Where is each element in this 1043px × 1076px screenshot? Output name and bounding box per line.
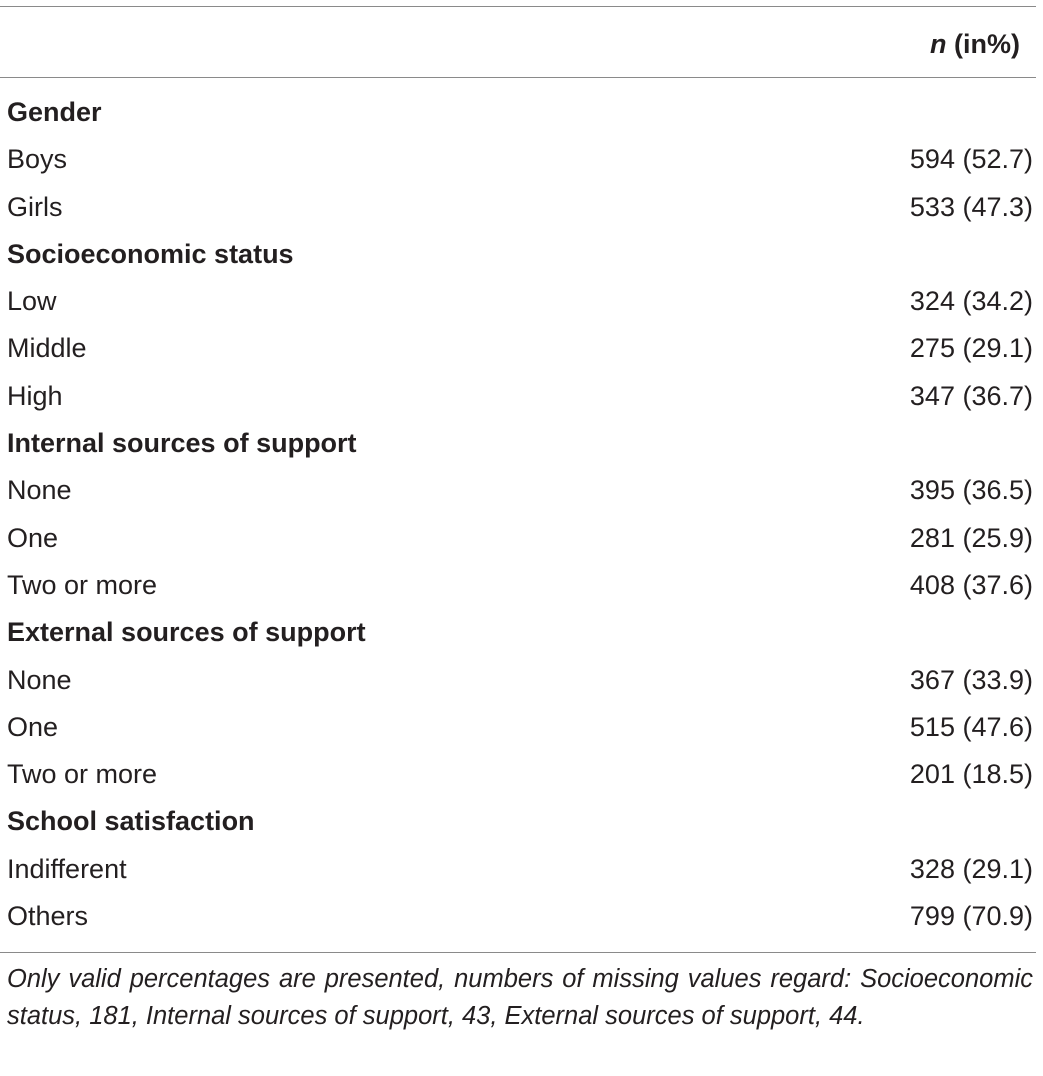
table-row bbox=[0, 278, 1036, 325]
row-label: Low bbox=[7, 286, 57, 317]
row-value: 515 (47.6) bbox=[909, 711, 1033, 742]
row-value: 347 (36.7) bbox=[909, 380, 1033, 411]
row-value: 799 (70.9) bbox=[909, 901, 1033, 932]
row-label: Boys bbox=[7, 144, 68, 175]
table-header-rule bbox=[0, 77, 1036, 78]
table-bottom-rule bbox=[0, 952, 1036, 953]
table-row bbox=[0, 893, 1036, 940]
row-value: 328 (29.1) bbox=[909, 853, 1033, 884]
row-value: 367 (33.9) bbox=[909, 664, 1033, 695]
row-label: Others bbox=[7, 901, 89, 932]
table-row bbox=[0, 704, 1036, 751]
row-value: 395 (36.5) bbox=[909, 475, 1033, 506]
table-footnote: Only valid percentages are presented, numbers of missing values regard: Socioeconomic status, 181, Internal sources of support, 43, External sources of support, 44. bbox=[7, 965, 1033, 1030]
table-body bbox=[0, 89, 1036, 940]
row-value: 201 (18.5) bbox=[909, 759, 1033, 790]
section-label: Gender bbox=[7, 97, 102, 127]
table-row bbox=[0, 184, 1036, 231]
section-label: Internal sources of support bbox=[7, 428, 357, 459]
row-label: None bbox=[7, 664, 72, 695]
table-row bbox=[0, 846, 1036, 893]
row-value: 275 (29.1) bbox=[909, 333, 1033, 364]
row-value: 281 (25.9) bbox=[909, 522, 1033, 553]
row-label: Indifferent bbox=[7, 853, 127, 884]
table-row bbox=[0, 515, 1036, 562]
column-header-n: n bbox=[930, 29, 947, 59]
table-row bbox=[0, 467, 1036, 514]
row-label: Middle bbox=[7, 333, 87, 364]
row-label: None bbox=[7, 475, 72, 506]
row-label: Girls bbox=[7, 191, 63, 222]
section-header-row bbox=[0, 420, 1036, 467]
table-row bbox=[0, 751, 1036, 798]
table-row bbox=[0, 325, 1036, 372]
row-label: One bbox=[7, 522, 59, 553]
row-label: One bbox=[7, 711, 59, 742]
row-value: 408 (37.6) bbox=[909, 569, 1033, 600]
row-value: 594 (52.7) bbox=[909, 144, 1033, 175]
table-row bbox=[0, 136, 1036, 183]
table-row bbox=[0, 562, 1036, 609]
table-header-row bbox=[0, 7, 1036, 77]
column-header-n-percent bbox=[930, 29, 1020, 59]
row-value: 324 (34.2) bbox=[909, 286, 1033, 317]
section-header-row bbox=[0, 609, 1036, 656]
section-label: School satisfaction bbox=[7, 806, 255, 837]
section-header-row bbox=[0, 798, 1036, 845]
row-label: High bbox=[7, 380, 63, 411]
row-label: Two or more bbox=[7, 569, 158, 600]
row-value: 533 (47.3) bbox=[909, 191, 1033, 222]
column-header-unit: (in%) bbox=[946, 29, 1020, 59]
table-row bbox=[0, 373, 1036, 420]
row-label: Two or more bbox=[7, 759, 158, 790]
section-header-row bbox=[0, 231, 1036, 278]
section-header-row bbox=[0, 89, 1036, 136]
table-row bbox=[0, 657, 1036, 704]
section-label: Socioeconomic status bbox=[7, 238, 294, 269]
section-label: External sources of support bbox=[7, 617, 366, 648]
